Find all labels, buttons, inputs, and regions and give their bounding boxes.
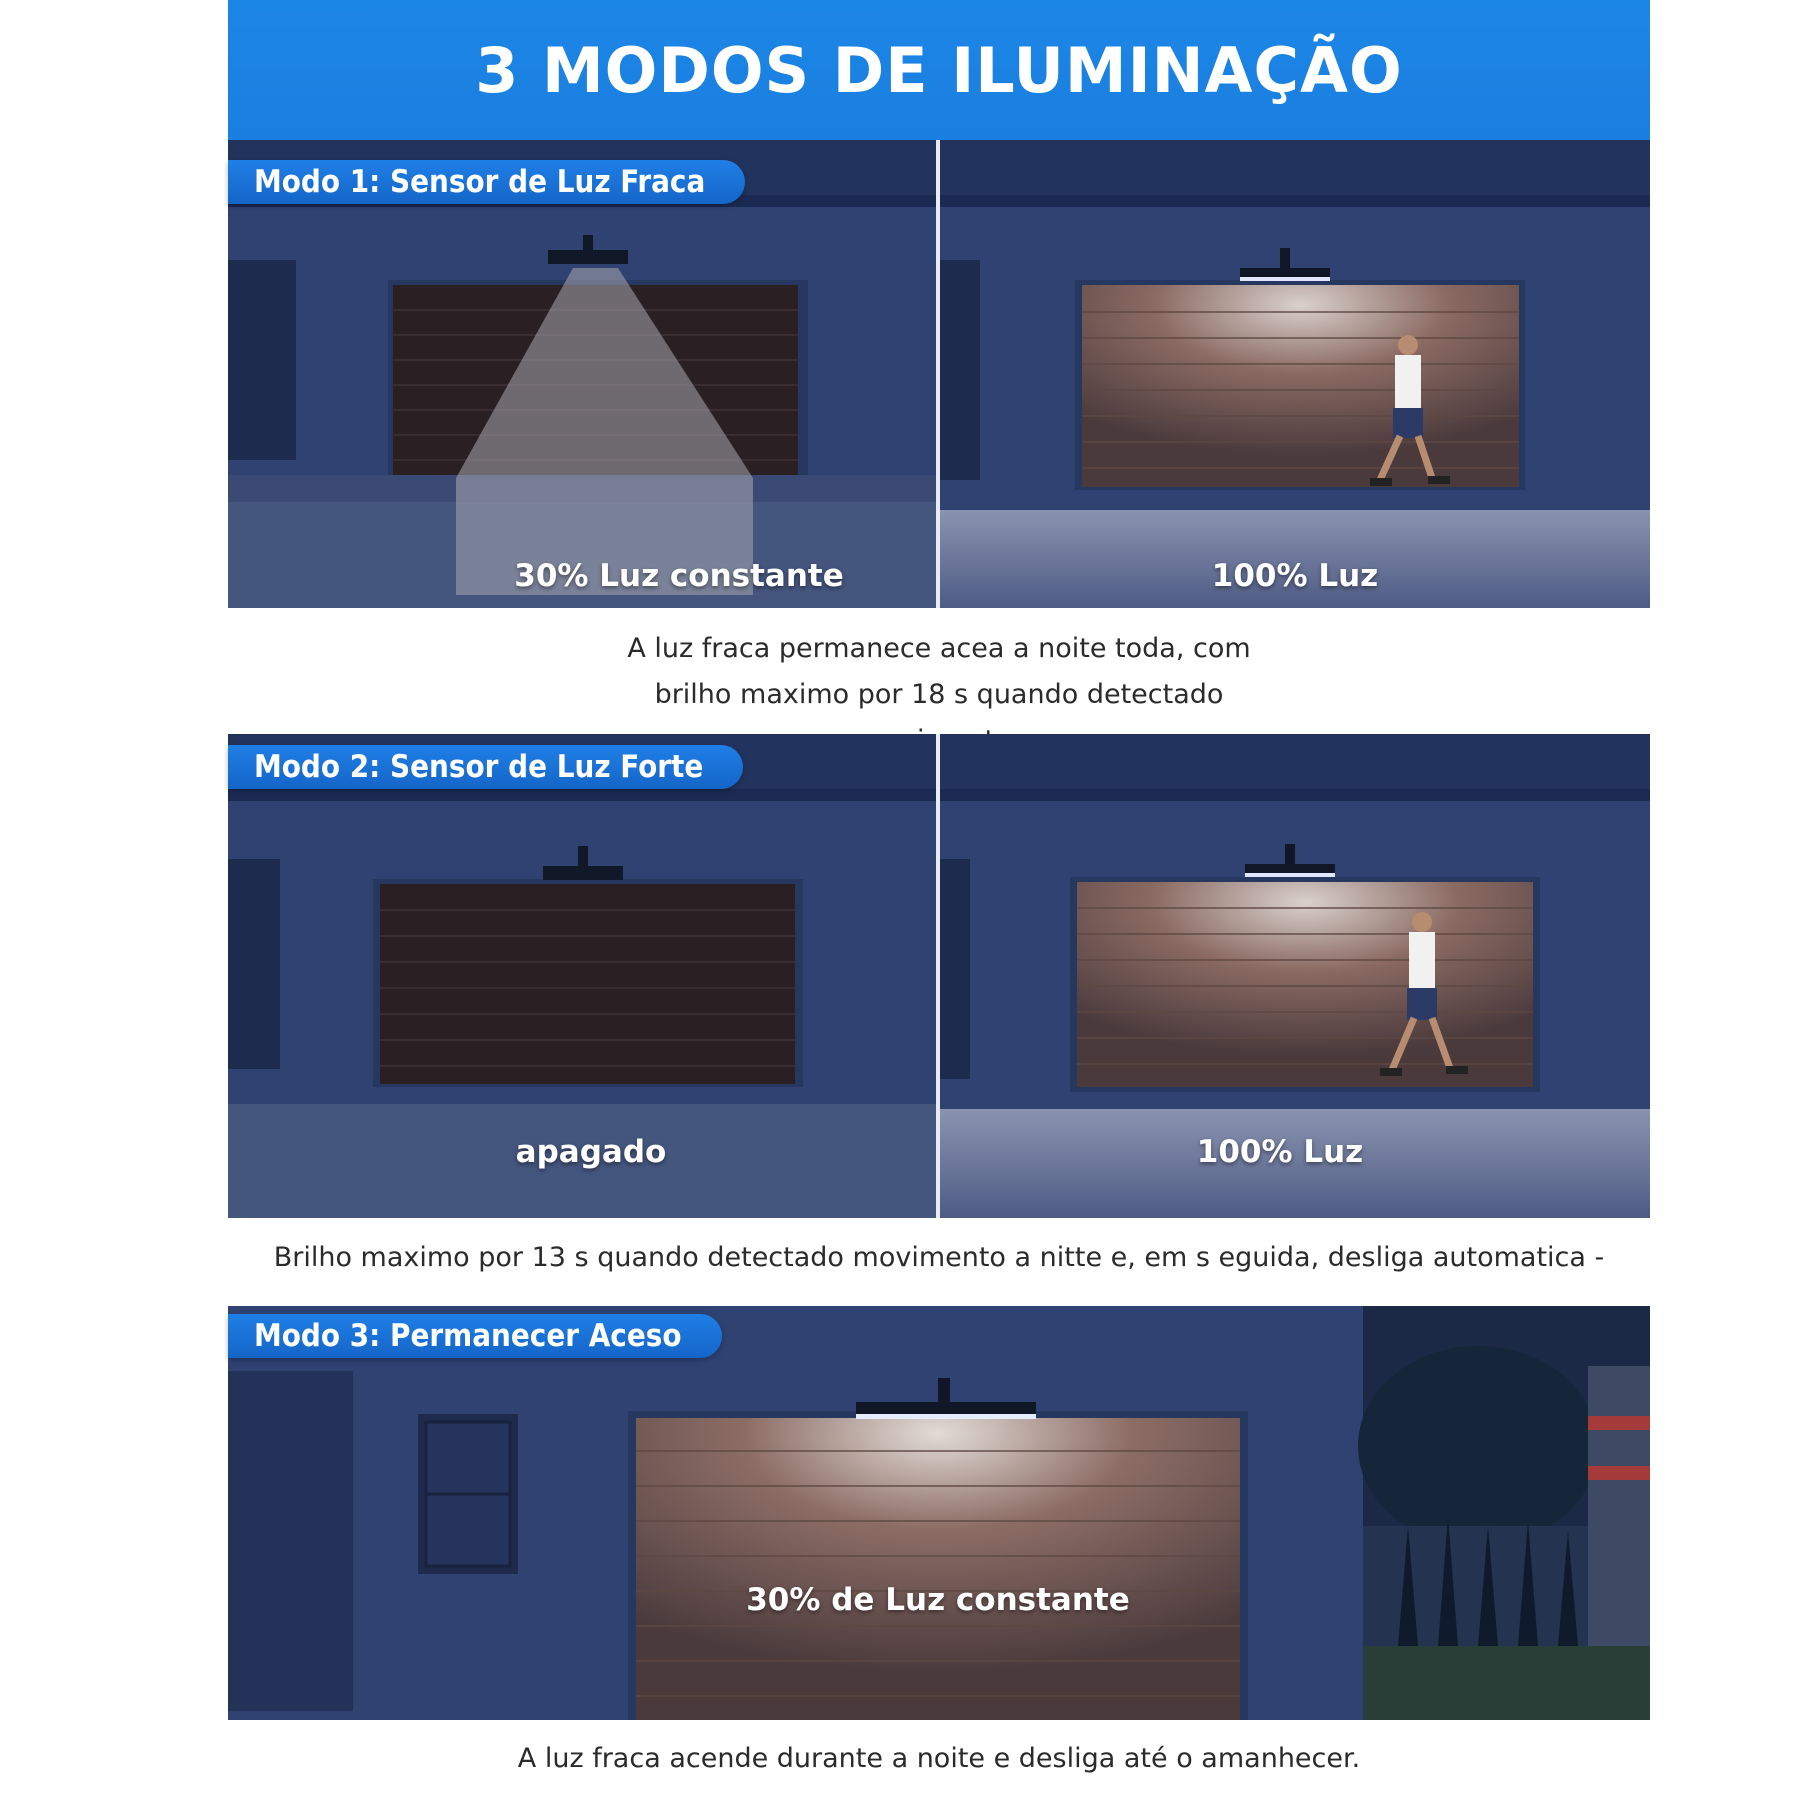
mode2-caption: Brilho maximo por 13 s quando detectado movimento a nitte e, em s eguida, desliga automatica - [228, 1235, 1650, 1281]
mode3-scene [228, 1306, 1650, 1720]
mode1-scene-bright [940, 140, 1650, 608]
mode3-caption: A luz fraca acende durante a noite e desliga até o amanhecer. [228, 1736, 1650, 1782]
mode1-caption: A luz fraca permanece acea a noite toda, com brilho maximo por 18 s quando detectado [228, 626, 1650, 764]
mode2-left-label: apagado [515, 1134, 667, 1170]
page-title: 3 MODOS DE ILUMINAÇÃO [475, 33, 1403, 107]
mode1-scene-dim [228, 140, 936, 608]
mode3-tag-text: Modo 3: Permanecer Aceso [254, 1318, 682, 1354]
mode2-tag-text: Modo 2: Sensor de Luz Forte [254, 749, 704, 785]
title-banner [228, 0, 1650, 140]
mode1-tag [228, 160, 745, 204]
mode1-right-label: 100% Luz [1211, 558, 1379, 594]
mode2-tag [228, 745, 743, 789]
mode1-tag-text: Modo 1: Sensor de Luz Fraca [254, 164, 706, 200]
mode2-right-label: 100% Luz [1196, 1134, 1364, 1170]
mode3-tag [228, 1314, 722, 1358]
mode1-left-label: 30% Luz constante [514, 558, 844, 594]
mode3-center-label: 30% de Luz constante [746, 1582, 1130, 1618]
